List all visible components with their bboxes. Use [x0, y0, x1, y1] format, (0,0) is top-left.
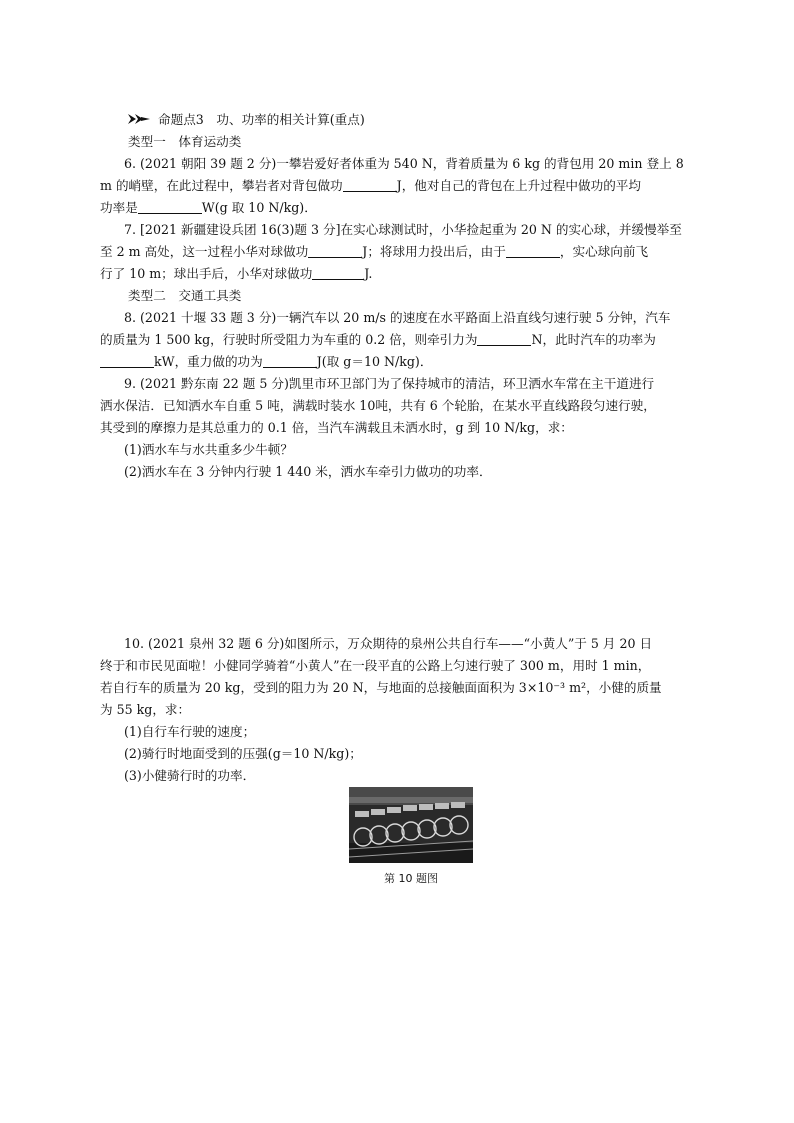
q7-line2: 至 2 m 高处，这一过程小华对球做功 J；将球用力投出后，由于 ，实心球向前飞 [100, 244, 649, 259]
q7-line3: 行了 10 m；球出手后，小华对球做功 J. [100, 266, 373, 281]
q7-line1: 7. [2021 新疆建设兵团 16(3)题 3 分]在实心球测试时，小华捡起重为 20 N 的实心球，并缓慢举至 [124, 222, 682, 237]
q9-line1: 9. (2021 黔东南 22 题 5 分)凯里市环卫部门为了保持城市的清洁，环卫洒水车常在主干道进行 [124, 376, 655, 391]
double-arrow-icon [128, 112, 150, 126]
q6-blank1[interactable] [343, 177, 397, 192]
q8-blank3[interactable] [263, 353, 317, 368]
q9-line2: 洒水保洁．已知洒水车自重 5 吨，满载时装水 10吨，共有 6 个轮胎，在某水平直线路段匀速行驶， [100, 398, 656, 413]
q9-line3: 其受到的摩擦力是其总重力的 0.1 倍，当汽车满载且未洒水时，g 到 10 N/kg，求： [100, 420, 573, 435]
q10-line3: 若自行车的质量为 20 kg，受到的阻力为 20 N，与地面的总接触面面积为 3×10⁻³ m²，小健的质量 [100, 680, 662, 695]
q7-blank3[interactable] [312, 265, 364, 280]
q8-blank1[interactable] [477, 331, 531, 346]
q10-line2: 终于和市民见面啦！小健同学骑着“小黄人”在一段平直的公路上匀速行驶了 300 m，用时 1 min， [100, 658, 651, 673]
figure-caption: 第 10 题图 [384, 872, 438, 885]
q9-part1: (1)洒水车与水共重多少牛顿？ [124, 442, 293, 457]
q10-part2: (2)骑行时地面受到的压强(g＝10 N/kg)； [124, 746, 362, 761]
q8-line1: 8. (2021 十堰 33 题 3 分)一辆汽车以 20 m/s 的速度在水平路面上沿直线匀速行驶 5 分钟，汽车 [124, 310, 671, 325]
q10-line1: 10. (2021 泉州 32 题 6 分)如图所示，万众期待的泉州公共自行车——“小黄人”于 5 月 20 日 [124, 636, 653, 651]
bicycles-photo [349, 787, 473, 863]
section-type1: 类型一 体育运动类 [128, 134, 242, 149]
section-type2: 类型二 交通工具类 [128, 288, 242, 303]
q10-line4: 为 55 kg，求： [100, 702, 191, 717]
q9-part2: (2)洒水车在 3 分钟内行驶 1 440 米，洒水车牵引力做功的功率． [124, 464, 492, 479]
topic-heading: 命题点3 功、功率的相关计算(重点) [158, 112, 365, 127]
q7-blank2[interactable] [506, 243, 560, 258]
q6-line1: 6. (2021 朝阳 39 题 2 分)一攀岩爱好者体重为 540 N，背着质量为 6 kg 的背包用 20 min 登上 8 [124, 156, 684, 171]
q10-part1: (1)自行车行驶的速度； [124, 724, 256, 739]
q8-blank2[interactable] [100, 353, 154, 368]
q7-blank1[interactable] [308, 243, 362, 258]
q8-line3: kW，重力做的功为 J(取 g＝10 N/kg)． [100, 351, 710, 373]
q10-part3: (3)小健骑行时的功率． [124, 768, 256, 783]
q6-line3: 功率是 W(g 取 10 N/kg)． [100, 200, 317, 215]
q8-line2: 的质量为 1 500 kg，行驶时所受阻力为车重的 0.2 倍，则牵引力为 N，此时汽车的功率为 [100, 332, 656, 347]
q6-line2: m 的峭壁，在此过程中，攀岩者对背包做功 J，他对自己的背包在上升过程中做功的平均 [100, 178, 641, 193]
q6-blank2[interactable] [138, 199, 202, 214]
